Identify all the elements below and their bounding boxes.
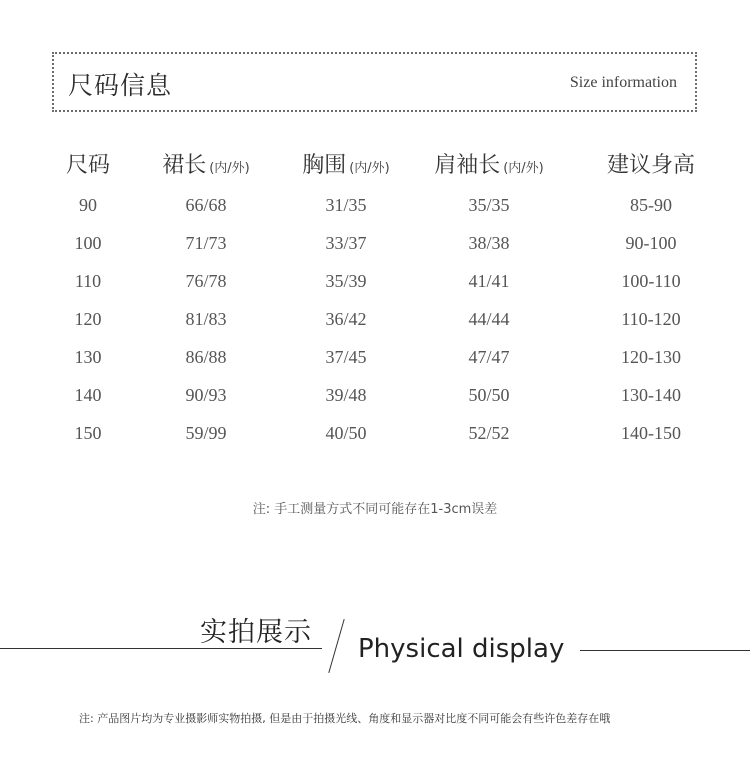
header-size: 尺码	[65, 152, 110, 178]
table-row	[50, 186, 730, 224]
table-cell: 130-140	[621, 384, 681, 405]
table-cell: 41/41	[468, 270, 510, 291]
table-cell: 36/42	[325, 308, 367, 329]
table-cell: 85-90	[630, 194, 672, 215]
table-row	[50, 414, 730, 452]
table-cell: 90/93	[185, 384, 227, 405]
table-row	[50, 300, 730, 338]
table-cell: 86/88	[185, 346, 227, 367]
section-title-cn: 实拍展示	[200, 617, 312, 648]
table-cell: 130	[74, 346, 102, 367]
table-cell: 47/47	[468, 346, 510, 367]
header-skirt-length: 裙长 (内/外)	[162, 152, 250, 178]
table-cell: 38/38	[468, 232, 510, 253]
table-cell: 110-120	[621, 308, 681, 329]
table-cell: 35/39	[325, 270, 367, 291]
table-cell: 120-130	[621, 346, 681, 367]
table-cell: 37/45	[325, 346, 367, 367]
table-row	[50, 224, 730, 262]
table-cell: 90	[79, 194, 97, 215]
photo-note: 注: 产品图片均为专业摄影师实物拍摄, 但是由于拍摄光线、角度和显示器对比度不同可能会有些许色差存在哦	[79, 712, 611, 725]
table-cell: 39/48	[325, 384, 367, 405]
table-cell: 50/50	[468, 384, 510, 405]
header-shoulder-sleeve: 肩袖长 (内/外)	[434, 152, 544, 178]
size-table-header-row	[50, 140, 730, 186]
section-title-en: Physical display	[358, 634, 565, 664]
table-cell: 76/78	[185, 270, 227, 291]
table-cell: 31/35	[325, 194, 367, 215]
section-divider-right	[580, 650, 750, 651]
table-cell: 33/37	[325, 232, 367, 253]
size-info-subtitle: Size information	[569, 74, 677, 91]
table-cell: 71/73	[185, 232, 227, 253]
table-row	[50, 262, 730, 300]
table-cell: 81/83	[185, 308, 227, 329]
table-cell: 40/50	[325, 422, 367, 443]
table-cell: 90-100	[625, 232, 677, 253]
table-cell: 66/68	[185, 194, 227, 215]
table-cell: 150	[74, 422, 102, 443]
table-cell: 140-150	[621, 422, 681, 443]
table-cell: 120	[74, 308, 102, 329]
table-cell: 110	[74, 270, 102, 291]
table-row	[50, 338, 730, 376]
table-cell: 44/44	[468, 308, 510, 329]
table-cell: 100-110	[621, 270, 681, 291]
size-info-title: 尺码信息	[68, 71, 173, 100]
size-info-header	[52, 52, 697, 112]
measurement-note: 注: 手工测量方式不同可能存在1-3cm误差	[252, 502, 498, 517]
table-cell: 35/35	[468, 194, 510, 215]
header-bust: 胸围 (内/外)	[302, 152, 390, 178]
size-table	[50, 140, 730, 452]
section-slash-divider	[328, 619, 344, 673]
table-row	[50, 376, 730, 414]
table-cell: 100	[74, 232, 102, 253]
table-cell: 59/99	[185, 422, 227, 443]
header-suggested-height: 建议身高	[606, 152, 695, 178]
table-cell: 140	[74, 384, 102, 405]
table-cell: 52/52	[468, 422, 510, 443]
